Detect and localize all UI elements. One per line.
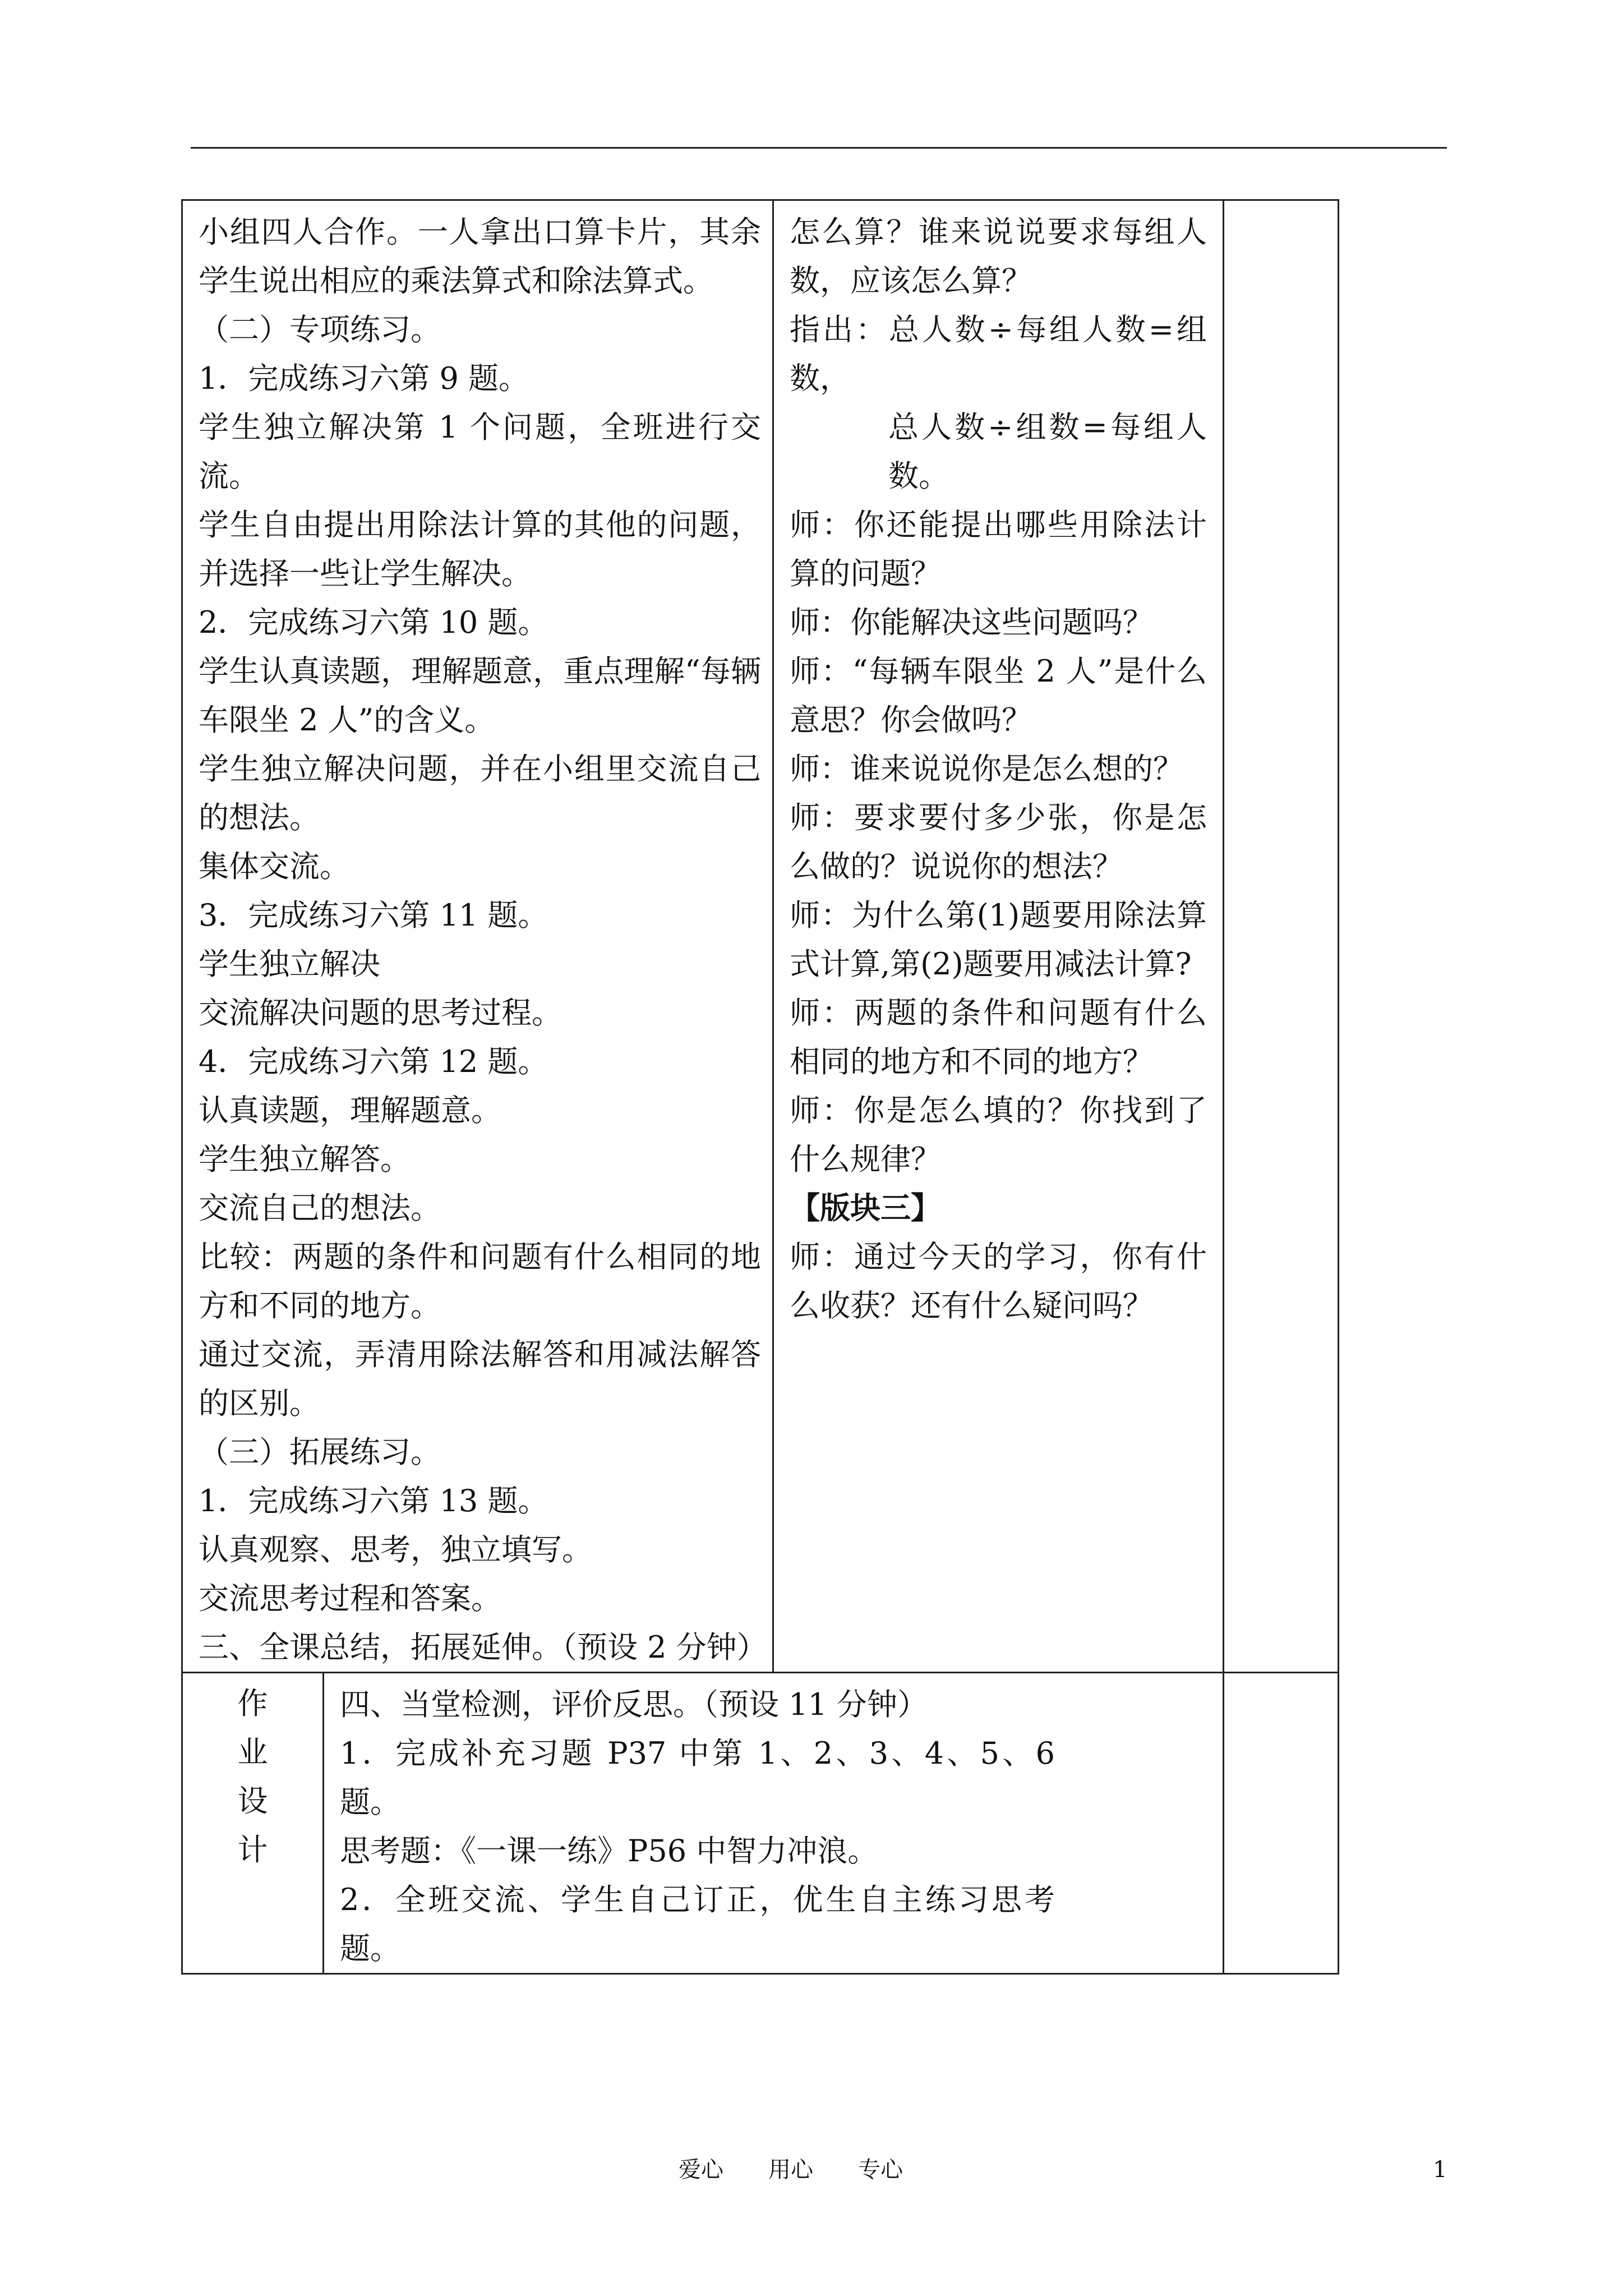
student-activity-line: （二）专项练习。 xyxy=(199,312,441,347)
student-activity-line: 集体交流。 xyxy=(199,849,350,884)
section-heading: 【版块三】 xyxy=(790,1190,941,1226)
student-activities-cell xyxy=(182,200,773,1673)
student-activity-line: 交流解决问题的思考过程。 xyxy=(199,995,562,1030)
teacher-guidance-cell xyxy=(773,200,1224,1673)
student-activity-line: （三）拓展练习。 xyxy=(199,1434,441,1470)
student-activity-line: 学生独立解决问题，并在小组里交流自己的想法。 xyxy=(199,751,761,835)
student-activity-line: 认真读题，理解题意。 xyxy=(199,1093,501,1128)
homework-content-block xyxy=(340,1680,1055,1973)
table-row-activities xyxy=(182,200,1339,1673)
homework-content-cell xyxy=(324,1673,1224,1974)
teacher-guidance-line: 总人数÷组数=每组人数。 xyxy=(888,409,1207,494)
student-activity-line: 比较：两题的条件和问题有什么相同的地方和不同的地方。 xyxy=(199,1239,761,1323)
table-row-homework xyxy=(182,1673,1339,1974)
homework-line: 四、当堂检测，评价反思。（预设 11 分钟） xyxy=(340,1687,928,1722)
student-activity-line: 3．完成练习六第 11 题。 xyxy=(199,898,548,933)
student-activity-line: 小组四人合作。一人拿出口算卡片，其余学生说出相应的乘法算式和除法算式。 xyxy=(199,214,761,298)
teacher-guidance-line: 师：两题的条件和问题有什么相同的地方和不同的地方？ xyxy=(790,995,1207,1079)
homework-line: 思考题：《一课一练》P56 中智力冲浪。 xyxy=(340,1833,878,1869)
student-activity-line: 学生认真读题，理解题意，重点理解“每辆车限坐 2 人”的含义。 xyxy=(199,654,761,738)
student-activity-line: 4．完成练习六第 12 题。 xyxy=(199,1044,548,1079)
homework-label-char: 计 xyxy=(237,1832,268,1867)
student-activity-line: 1．完成练习六第 13 题。 xyxy=(199,1483,548,1519)
teacher-guidance-line: 师：通过今天的学习，你有什么收获？还有什么疑问吗？ xyxy=(790,1239,1207,1323)
teacher-guidance-line: 怎么算？谁来说说要求每组人数，应该怎么算？ xyxy=(790,214,1207,298)
teacher-guidance-line: 师：你是怎么填的？你找到了什么规律？ xyxy=(790,1093,1207,1177)
teacher-guidance-line: 指出：总人数÷每组人数=组数， xyxy=(790,312,1207,396)
teacher-guidance-line: 师：你还能提出哪些用除法计算的问题？ xyxy=(790,507,1207,591)
homework-label-char: 作 xyxy=(237,1686,268,1721)
page-footer xyxy=(0,2153,1623,2187)
student-activity-line: 学生独立解决第 1 个问题，全班进行交流。 xyxy=(199,409,761,494)
homework-line: 2．全班交流、学生自己订正，优生自主练习思考题。 xyxy=(340,1882,1055,1966)
student-activity-line: 交流思考过程和答案。 xyxy=(199,1581,501,1616)
page-number: 1 xyxy=(1433,2157,1447,2183)
header-rule xyxy=(191,147,1447,149)
footer-motto: 爱心 用心 专心 xyxy=(679,2157,903,2183)
lesson-plan-table xyxy=(181,199,1339,1975)
teacher-guidance-line: 师：为什么第(1)题要用除法算式计算,第(2)题要用减法计算? xyxy=(790,898,1207,982)
student-activity-line: 2．完成练习六第 10 题。 xyxy=(199,605,548,640)
teacher-guidance-line: 师：谁来说说你是怎么想的？ xyxy=(790,751,1183,786)
homework-label-char: 设 xyxy=(237,1783,268,1819)
teacher-guidance-line: 师：要求要付多少张，你是怎么做的？说说你的想法？ xyxy=(790,800,1207,884)
teacher-guidance-line: 师：“每辆车限坐 2 人”是什么意思？你会做吗？ xyxy=(790,654,1207,738)
student-activity-line: 学生自由提出用除法计算的其他的问题，并选择一些让学生解决。 xyxy=(199,507,761,591)
student-activity-line: 认真观察、思考，独立填写。 xyxy=(199,1532,592,1567)
student-activity-line: 学生独立解答。 xyxy=(199,1142,411,1177)
homework-label-char: 业 xyxy=(237,1734,268,1770)
student-activity-line: 学生独立解决 xyxy=(199,946,380,982)
homework-label-cell xyxy=(182,1673,324,1974)
student-activity-line: 交流自己的想法。 xyxy=(199,1190,441,1226)
notes-cell xyxy=(1224,200,1339,1673)
homework-line: 1．完成补充习题 P37 中第 1、2、3、4、5、6 题。 xyxy=(340,1736,1055,1820)
student-activity-line: 通过交流，弄清用除法解答和用减法解答的区别。 xyxy=(199,1337,761,1421)
student-activity-line: 1．完成练习六第 9 题。 xyxy=(199,361,529,396)
homework-notes-cell xyxy=(1224,1673,1339,1974)
student-activity-line: 三、全课总结，拓展延伸。（预设 2 分钟） xyxy=(199,1630,767,1665)
teacher-guidance-line: 师：你能解决这些问题吗？ xyxy=(790,605,1153,640)
